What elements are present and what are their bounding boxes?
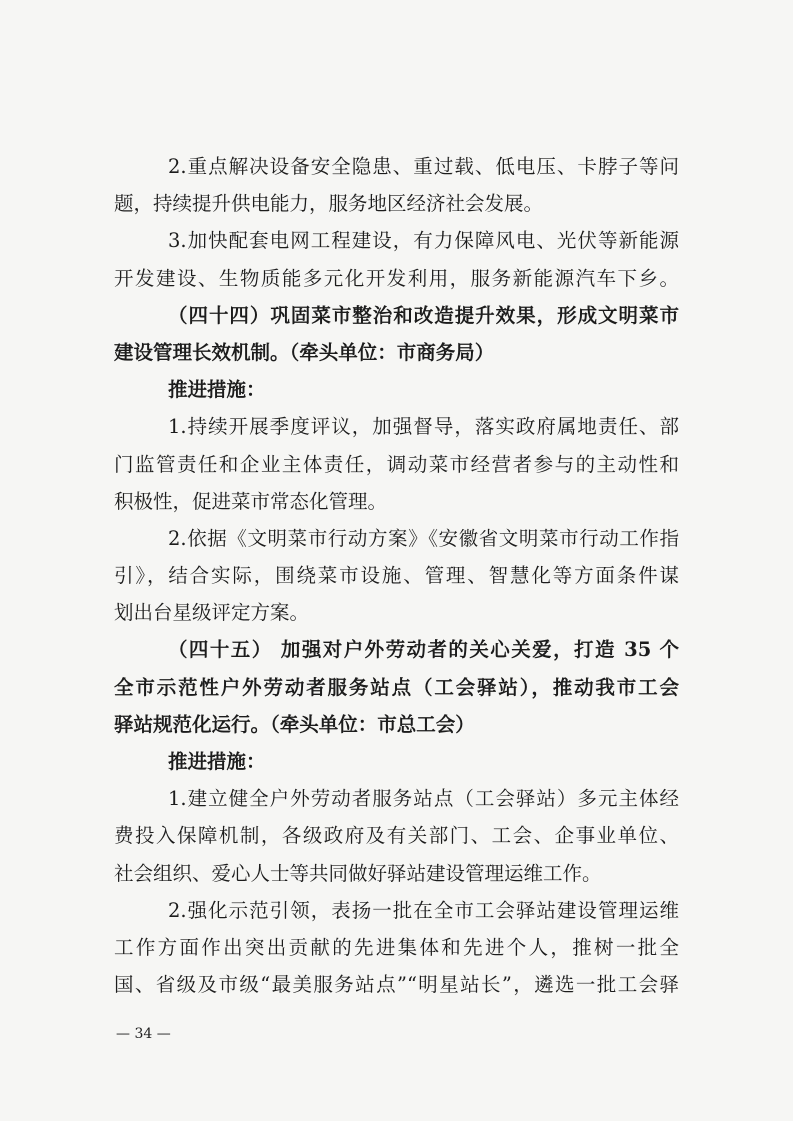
text-line: 门监管责任和企业主体责任，调动菜市经营者参与的主动性和 [114, 452, 679, 476]
section-heading-line: 驿站规范化运行。（牵头单位：市总工会） [114, 712, 475, 736]
text-line: 题，持续提升供电能力，服务地区经济社会发展。 [114, 192, 544, 216]
text-line: 3.加快配套电网工程建设，有力保障风电、光伏等新能源 [168, 229, 679, 253]
text-line: 1.持续开展季度评议，加强督导，落实政府属地责任、部 [168, 415, 679, 439]
text-line: 划出台星级评定方案。 [114, 601, 310, 625]
text-line: 2.重点解决设备安全隐患、重过载、低电压、卡脖子等问 [168, 155, 679, 178]
text-line: 开发建设、生物质能多元化开发利用，服务新能源汽车下乡。 [114, 266, 679, 290]
section-heading-line: （四十五） 加强对户外劳动者的关心关爱，打造 35 个 [168, 638, 679, 662]
text-line: 1.建立健全户外劳动者服务站点（工会驿站）多元主体经 [168, 787, 679, 811]
text-line: 费投入保障机制，各级政府及有关部门、工会、企事业单位、 [114, 824, 679, 848]
text-line: 社会组织、爱心人士等共同做好驿站建设管理运维工作。 [114, 861, 602, 885]
text-line: 引》，结合实际，围绕菜市设施、管理、智慧化等方面条件谋 [114, 564, 679, 588]
section-heading-line: 建设管理长效机制。（牵头单位：市商务局） [114, 340, 495, 364]
page-number: — 34 — [116, 1026, 171, 1042]
text-line: 积极性，促进菜市常态化管理。 [114, 489, 388, 513]
measures-label: 推进措施： [168, 750, 266, 773]
text-line: 2.依据《文明菜市行动方案》《安徽省文明菜市行动工作指 [168, 526, 679, 550]
section-heading-line: （四十四）巩固菜市整治和改造提升效果，形成文明菜市 [168, 303, 679, 327]
section-heading-line: 全市示范性户外劳动者服务站点（工会驿站），推动我市工会 [114, 675, 679, 699]
text-line: 工作方面作出突出贡献的先进集体和先进个人，推树一批全 [114, 935, 679, 959]
text-line: 国、省级及市级“最美服务站点”“明星站长”，遴选一批工会驿 [114, 973, 679, 997]
measures-label: 推进措施： [168, 378, 266, 402]
text-line: 2.强化示范引领，表扬一批在全市工会驿站建设管理运维 [168, 898, 679, 922]
document-body [114, 148, 679, 1003]
